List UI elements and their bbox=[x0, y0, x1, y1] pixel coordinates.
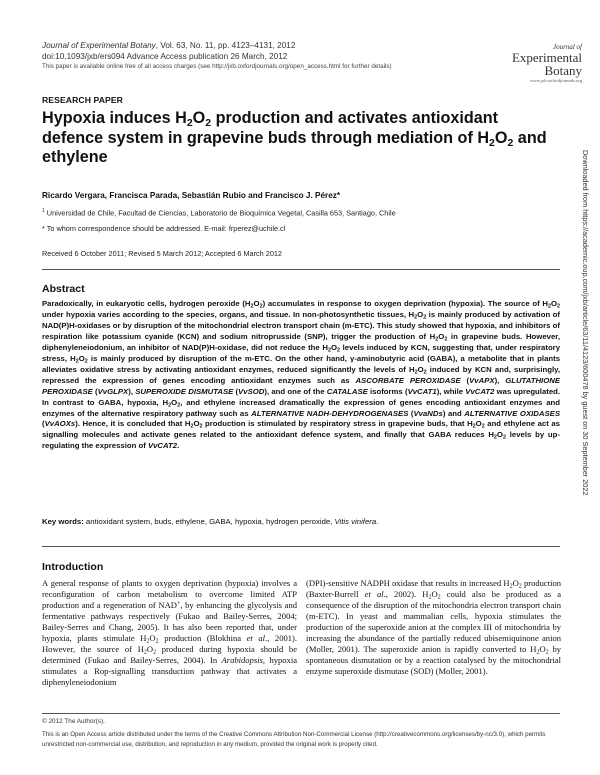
keywords: Key words: antioxidant system, buds, ethylene, GABA, hypoxia, hydrogen peroxide, Vitis vinifera. bbox=[42, 517, 379, 526]
open-access-note: This paper is available online free of all access charges (see http://jxb.oxfordjournals.org/open_access.html for further details) bbox=[42, 63, 392, 70]
logo-url: www.jxb.oxfordjournals.org bbox=[529, 78, 582, 83]
divider-top bbox=[42, 269, 560, 270]
intro-left-column: A general response of plants to oxygen deprivation (hypoxia) involves a reconfiguration of carbon metabolism to overcome limited ATP production and a regeneration of NAD+, by enhancing the glycolysis and fermentative pathways respectively (Fukao and Bailey-Serres, 2004; Bailey-Serres and Chang, 2005). It has also been reported that, under hypoxia, plants stimulate $H_2O_2$ production (Blokhina et al., 2001). However, the source of $H_2O_2$ produced during hypoxia should be determined (Fukao and Bailey-Serres, 2004). In Arabidopsis, hypoxia stimulates a Rop-signalling transduction pathway that activates a diphenyleneiodonium bbox=[42, 578, 297, 688]
journal-citation bbox=[42, 41, 422, 73]
download-watermark bbox=[580, 150, 591, 570]
divider-footer bbox=[42, 713, 560, 714]
journal-volume: , Vol. 63, No. 11, pp. 4123–4131, 2012 bbox=[155, 41, 296, 50]
intro-right-column: (DPI)-sensitive NADPH oxidase that results in increased $H_2O_2$ production (Baxter-Burrell et al., 2002). $H_2O_2$ could also be produced as a consequence of the disruption of the mitochondria electron transport chain (m-ETC). In yeast and mammalian cells, hypoxia stimulates the production of the superoxide anion at the complex III of mitochondria by increasing the abundance of the partially reduced ubisemiquinone anion (Moller, 2001). The superoxide anion is rapidly converted to $H_2O_2$ by spontaneous dismutation or by a reaction catalysed by the mitochondrial enzyme superoxide dismutase (SOD) (Moller, 2001). bbox=[306, 578, 562, 677]
license-text: This is an Open Access article distributed under the terms of the Creative Commons Attribution Non-Commercial License (http://creativecommons.org/licenses/by-nc/3.0), which permits unrestricted non-commercial use, distribution, and reproduction in any medium, provided the original work is properly cited. bbox=[42, 731, 546, 748]
journal-logo bbox=[488, 43, 582, 84]
logo-line-1: Journal of bbox=[553, 43, 582, 51]
author-list: Ricardo Vergara, Francisca Parada, Sebastián Rubio and Francisco J. Pérez* bbox=[42, 191, 341, 200]
abstract-heading: Abstract bbox=[42, 283, 85, 295]
journal-name: Journal of Experimental Botany bbox=[42, 41, 156, 50]
abstract-text: Paradoxically, in eukaryotic cells, hydrogen peroxide $(H_2O_2)$ accumulates in response to oxygen deprivation (hypoxia). The source of $H_2O_2$ under hypoxia varies according to the species, organs, and tissue. In non-photosynthetic tissues, $H_2O_2$ is mainly produced by activation of NAD(P)H-oxidases or by disruption of the mitochondrial electron transport chain (m-ETC). This study showed that hypoxia, and inhibitors of respiration like potassium cyanide (KCN) and sodium nitroprusside (SNP), trigger the production of $H_2O_2$ in grapevine buds. However, diphenyleneiodonium, an inhibitor of NAD(P)H-oxidase, did not reduce the $H_2O_2$ levels induced by KCN, suggesting that, under respiratory stress, $H_2O_2$ is mainly produced by disruption of the m-ETC. On the other hand, γ-aminobutyric acid (GABA), a metabolite that in plants alleviates oxidative stress by activating antioxidant enzymes, reduced significantly the levels of $H_2O_2$ induced by KCN and, surprisingly, repressed the expression of genes encoding antioxidant enzymes such as ASCORBATE PEROXIDASE (VvAPX), GLUTATHIONE PEROXIDASE (VvGLPX), SUPEROXIDE DISMUTASE (VvSOD), and one of the CATALASE isoforms (VvCAT1), while VvCAT2 was upregulated. In contrast to GABA, hypoxia, $H_2O_2$, and ethylene increased dramatically the expression of genes encoding antioxidant enzymes and enzymes of the alternative respiratory pathway such as ALTERNATIVE NADH-DEHYDROGENASES (VvaNDs) and ALTERNATIVE OXIDASES (VvAOXs). Hence, it is concluded that $H_2O_2$ production is stimulated by respiratory stress in grapevine buds, that $H_2O_2$ and ethylene act as signalling molecules and activate genes related to the antioxidant defence system, and finally that GABA reduces $H_2O_2$ levels by up-regulating the expression of VvCAT2. bbox=[42, 299, 561, 451]
paper-title: Hypoxia induces $H_2O_2$ production and activates antioxidant defence system in grapevine buds through mediation of $H_2O_2$ and ethylene bbox=[42, 109, 547, 166]
correspondence: * To whom correspondence should be addressed. E-mail: frperez@uchile.cl bbox=[42, 224, 286, 233]
logo-line-3: Botany bbox=[544, 63, 582, 78]
received-dates: Received 6 October 2011; Revised 5 March 2012; Accepted 6 March 2012 bbox=[42, 249, 282, 258]
download-watermark-text: Downloaded from https://academic.oup.com/jxb/article/63/11/4123/600478 by guest on 30 September 2022 bbox=[581, 150, 590, 496]
logo-line-2: Experimental bbox=[511, 50, 582, 65]
doi-line: doi:10.1093/jxb/ers094 Advance Access publication 26 March, 2012 bbox=[42, 51, 288, 61]
divider-mid bbox=[42, 546, 560, 547]
affiliation: $^1$ Universidad de Chile, Facultad de Ciencias, Laboratorio de Bioquímica Vegetal, Casilla 653, Santiago, Chile bbox=[42, 208, 396, 218]
copyright-notice: © 2012 The Author(s). bbox=[42, 718, 105, 725]
section-label: RESEARCH PAPER bbox=[42, 95, 123, 105]
introduction-heading: Introduction bbox=[42, 561, 104, 573]
